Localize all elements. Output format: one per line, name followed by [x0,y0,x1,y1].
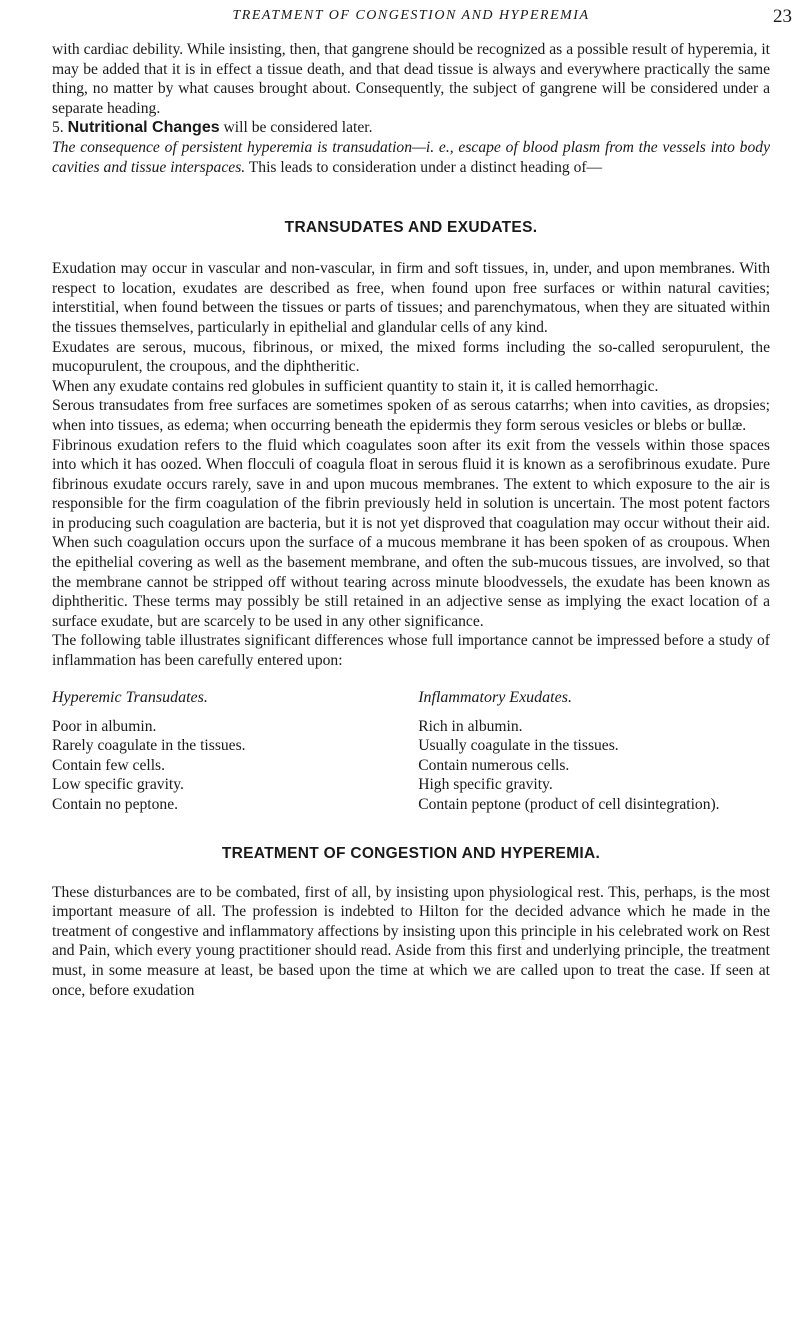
page-number: 23 [773,6,792,27]
paragraph-table-intro: The following table illustrates significant differences whose full importance cannot be impressed before a study of inflammation has been carefully entered upon: [52,632,770,670]
paragraph-hemorrhagic: When any exudate contains red globules in sufficient quantity to stain it, it is called hemorrhagic. [52,377,659,395]
table-row: Poor in albumin. [52,717,157,735]
table-row: Rich in albumin. [418,717,523,735]
paragraph-fibrinous: Fibrinous exudation refers to the fluid which coagulates soon after its exit from the vessels within those spaces into which it has oozed. When flocculi of coagula float in serous fluid it is known as a serofibrinous exudate. Pure fibrinous exudate occurs rarely, save in and upon mucous membranes. The extent to which exposure to the air is responsible for the firm coagulation of the fibrin previously held in solution is uncertain. The most potent factors in producing such coagulation are bacteria, but it is not yet disproved that coagulation may occur without their aid. When such coagulation occurs upon the surface of a mucous membrane it has been spoken of as croupous. When the epithelial covering as well as the basement membrane, and often the sub-mucous tissues, are involved, so that the membrane cannot be stripped off without tearing across minute bloodvessels, the exudate has been known as diphtheritic. These terms may possibly be still retained in an adjective sense as implying the exact location of a surface exudate, but are scarcely to be used in any other significance. [52,436,770,630]
section-heading-transudates: TRANSUDATES AND EXUDATES. [284,219,538,237]
comparison-table [52,689,770,815]
emphasis-text: The consequence of persistent hyperemia is transudation—i. e., escape of blood plasm from the vessels into body cavities and tissue interspaces. [52,138,770,176]
column-heading: Hyperemic Transudates. [52,688,208,706]
paragraph-treatment: These disturbances are to be combated, first of all, by insisting upon physiological rest. This, perhaps, is the most important measure of all. The profession is indebted to Hilton for the decided advance which he made in the treatment of congestive and inflammatory affections by insisting upon this principle in his celebrated work on Rest and Pain, which every young practitioner should read. Aside from this first and underlying principle, the treatment must, in some measure at least, be based upon the time at which we are called upon to treat the case. If seen at once, before exudation [52,883,770,999]
table-row: Contain no peptone. [52,796,179,813]
paragraph-serous: Serous transudates from free surfaces are sometimes spoken of as serous catarrhs; when into cavities, as dropsies; when into tissues, as edema; when occurring beneath the epidermis they form serous vesicles or blebs or bullæ. [52,397,770,434]
column-exudates [414,689,770,815]
table-row: Contain few cells. [52,756,166,774]
paragraph-exudate-types: Exudates are serous, mucous, fibrinous, or mixed, the mixed forms including the so-called seropurulent, the mucopurulent, the croupous, and the diphtheritic. [52,338,770,376]
table-row: Usually coagulate in the tissues. [418,737,619,755]
item-text: will be considered later. [223,119,373,137]
column-heading: Inflammatory Exudates. [418,688,572,706]
paragraph-exudation: Exudation may occur in vascular and non-vascular, in firm and soft tissues, in, under, and upon membranes. With respect to location, exudates are described as free, when found upon free surfaces or within natural cavities; interstitial, when found between the tissues or parts of tissues; and parenchymatous, when they are situated within the tissues themselves, particularly in epithelial and glandular cells of any kind. [52,260,770,336]
table-row: Rarely coagulate in the tissues. [52,737,246,755]
intro-paragraph-3 [52,138,770,177]
column-transudates [52,689,404,815]
table-row: Low specific gravity. [52,776,184,794]
table-row: Contain peptone (product of cell disintegration). [418,796,720,813]
body-text [52,40,770,1000]
item-number: 5. [52,119,64,137]
intro-paragraph-1: with cardiac debility. While insisting, then, that gangrene should be recognized as a possible result of hyperemia, it may be added that it is in effect a tissue death, and that dead tissue is always and everywhere practically the same thing, no matter by what causes brought about. Consequently, the subject of gangrene will be considered under a separate heading. [52,41,770,117]
intro-paragraph-2 [52,118,770,138]
section-heading-treatment: TREATMENT OF CONGESTION AND HYPEREMIA. [221,844,601,862]
nutritional-changes-heading: Nutritional Changes [67,119,220,137]
table-row: Contain numerous cells. [418,756,570,774]
table-row: High specific gravity. [418,776,553,794]
paragraph-text: This leads to consideration under a distinct heading of— [248,158,603,176]
running-header: TREATMENT OF CONGESTION AND HYPEREMIA [232,8,590,23]
